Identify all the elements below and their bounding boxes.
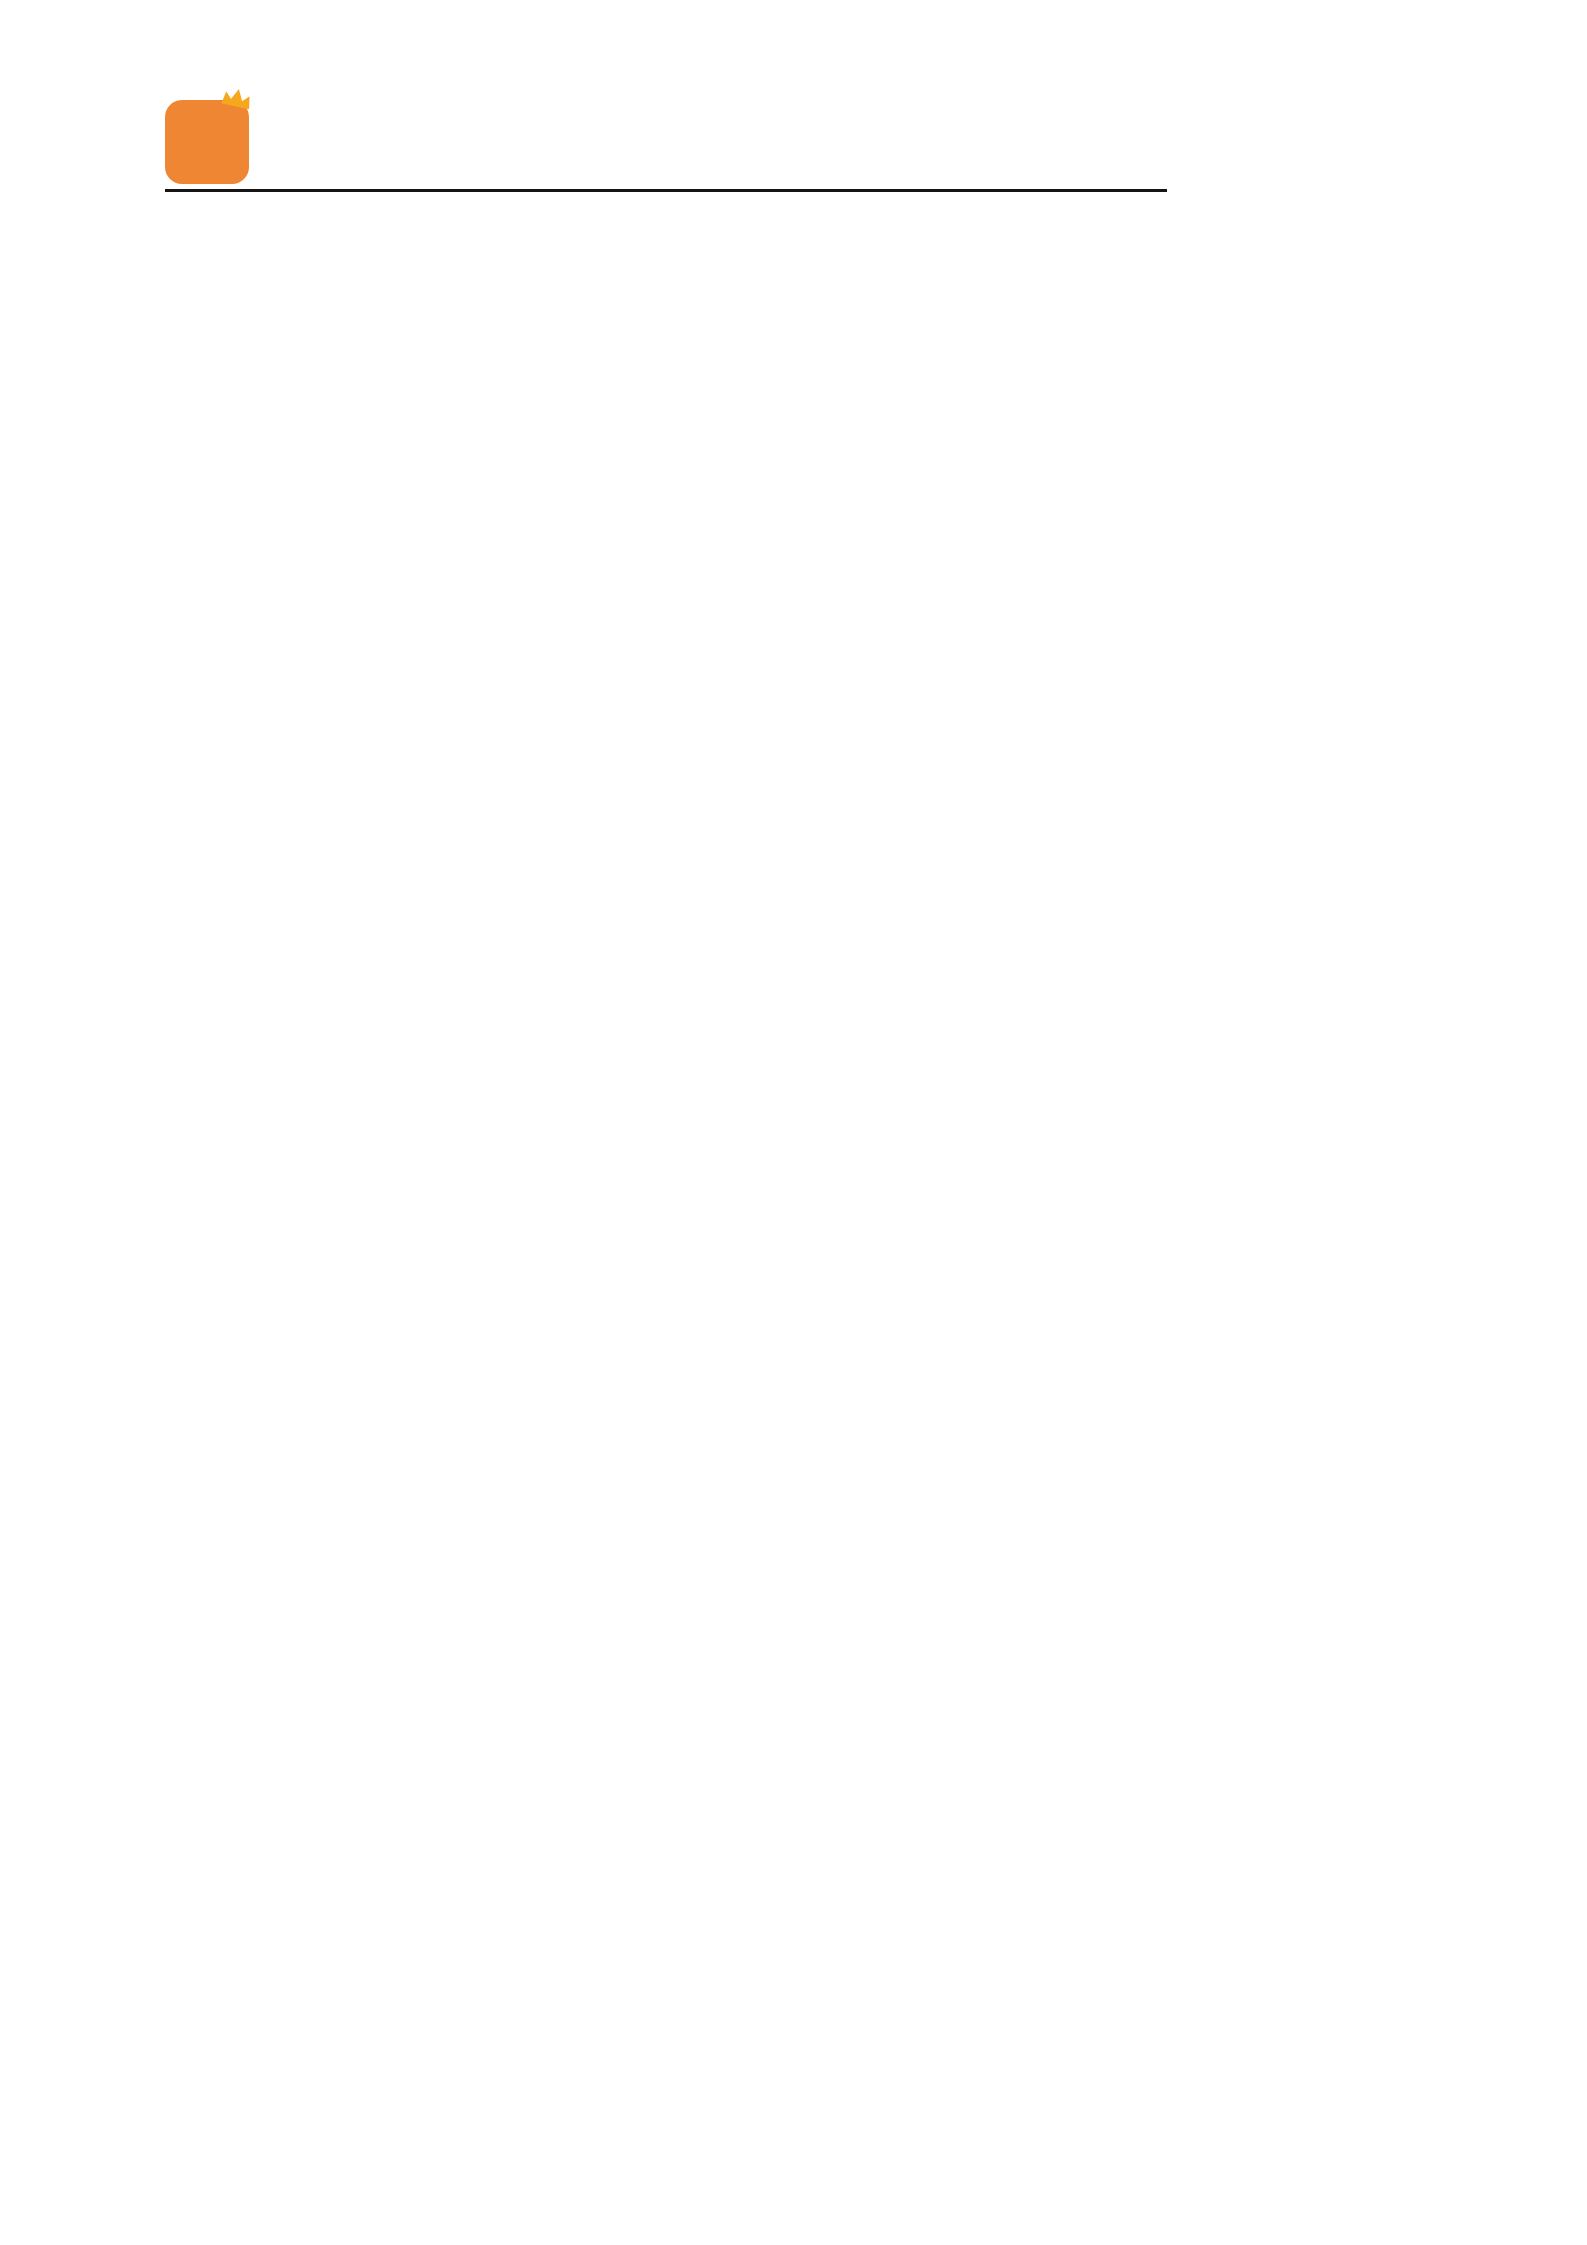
brand-logo-badge <box>165 100 249 184</box>
header <box>165 100 1167 192</box>
crown-icon <box>218 82 257 115</box>
